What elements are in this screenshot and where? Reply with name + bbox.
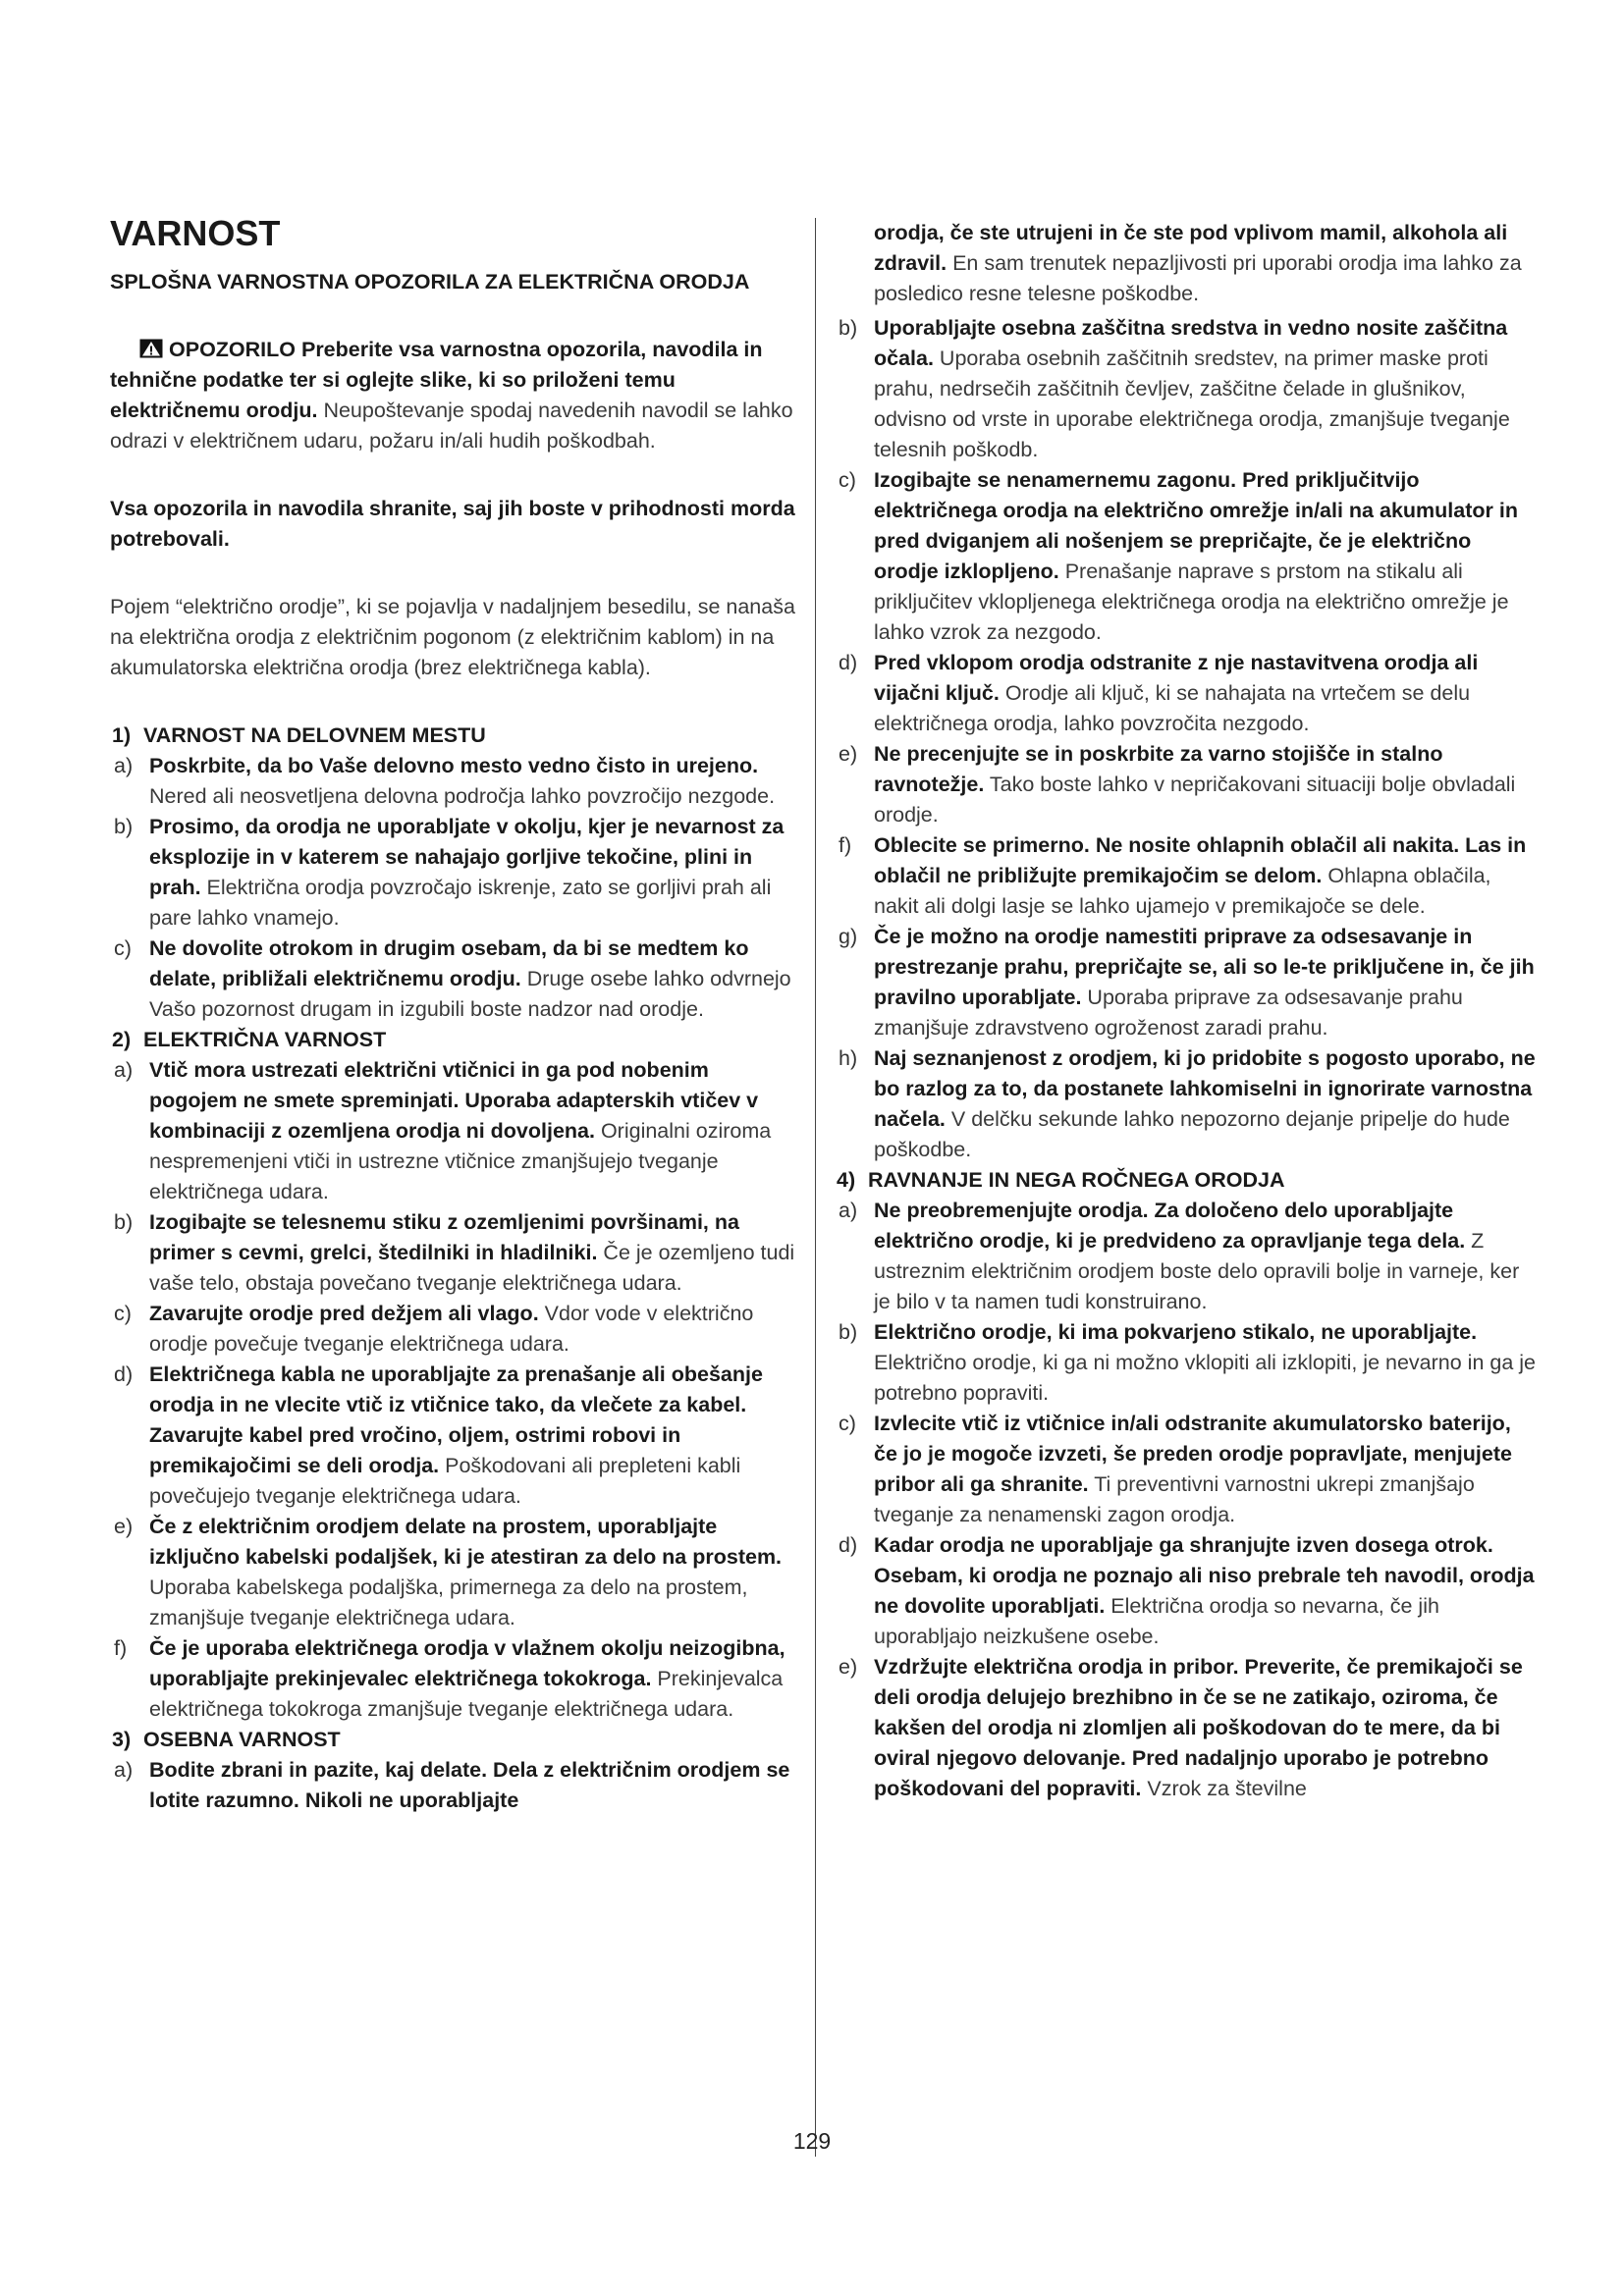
item-letter: a) bbox=[839, 1199, 858, 1222]
section-heading bbox=[835, 1165, 1537, 1196]
item-letter: d) bbox=[839, 1533, 858, 1557]
definition-paragraph: Pojem “električno orodje”, ki se pojavlja v nadaljnjem besedilu, se nanaša na električna orodja z električnim pogonom (z električnim kablom) in na akumulatorska električna orodja (brez električnega kabla). bbox=[110, 594, 795, 679]
item-letter: h) bbox=[839, 1046, 858, 1070]
item-letter: a) bbox=[114, 1057, 134, 1082]
section-title: OSEBNA VARNOST bbox=[143, 1727, 341, 1751]
item-plain-text: Z ustreznim električnim orodjem boste delo opravili bolje in varneje, ker je bilo v ta namen tudi konstruirano. bbox=[874, 1229, 1520, 1313]
item-plain-text: Električna orodja povzročajo iskrenje, zato se gorljivi prah ali pare lahko vnamejo. bbox=[149, 875, 772, 930]
item-plain-text: Ohlapna oblačila, nakit ali dolgi lasje se lahko ujamejo v premikajoče se dele. bbox=[874, 864, 1491, 918]
item-bold-text: Prosimo, da orodja ne uporabljate v okolju, kjer je nevarnost za eksplozije in v katerem se nahajajo gorljive tekočine, plini in prah. bbox=[149, 814, 785, 899]
continuation-text: En sam trenutek nepazljivosti pri uporabi orodja ima lahko za posledico resne telesne poškodbe. bbox=[874, 251, 1522, 305]
section-number: 3) bbox=[112, 1727, 132, 1751]
item-letter: b) bbox=[114, 1209, 134, 1234]
section-3-items bbox=[835, 313, 1537, 1165]
list-item bbox=[835, 1196, 1537, 1317]
warning-bold: OPOZORILO Preberite vsa varnostna opozorila, navodila in tehnične podatke ter si oglejte slike, ki so priloženi temu električnemu orodju. bbox=[110, 337, 763, 422]
list-item bbox=[835, 648, 1537, 739]
list-item bbox=[110, 934, 797, 1025]
list-item bbox=[110, 1207, 797, 1299]
item-bold-text: Izvlecite vtič iz vtičnice in/ali odstranite akumulatorsko baterijo, če jo je mogoče izvzeti, še preden orodje popravljate, menjujete pribor ali ga shranite. bbox=[874, 1412, 1512, 1496]
section-3 bbox=[110, 1725, 797, 1816]
warning-text: Neupoštevanje spodaj navedenih navodil se lahko odrazi v električnem udaru, požaru in/ali hudih poškodbah. bbox=[110, 398, 793, 453]
item-letter: d) bbox=[839, 651, 858, 674]
item-bold-text: Bodite zbrani in pazite, kaj delate. Dela z električnim orodjem se lotite razumno. Nikoli ne uporabljajte bbox=[149, 1757, 790, 1812]
section-heading bbox=[110, 1025, 797, 1055]
item-plain-text: Originalni oziroma nespremenjeni vtiči in ustrezne vtičnice zmanjšujejo tveganje električnega udara. bbox=[149, 1118, 772, 1203]
item-bold-text: Uporabljajte osebna zaščitna sredstva in vedno nosite zaščitna očala. bbox=[874, 316, 1508, 370]
item-plain-text: Uporaba osebnih zaščitnih sredstev, na primer maske proti prahu, nedrsečih zaščitnih čevljev, zaščitne čelade in glušnikov, odvisno od vrste in uporabe električnega orodja, zmanjšuje tveganje telesnih poškodb. bbox=[874, 347, 1510, 461]
right-column bbox=[835, 218, 1537, 1804]
list-item bbox=[110, 1512, 797, 1633]
list-item bbox=[110, 1299, 797, 1360]
section-1 bbox=[110, 721, 797, 1025]
item-plain-text: Uporaba kabelskega podaljška, primernega za delo na prostem, zmanjšuje tveganje električnega udara. bbox=[149, 1575, 748, 1629]
item-plain-text: Nered ali neosvetljena delovna področja lahko povzročijo nezgode. bbox=[149, 783, 776, 808]
section-number: 1) bbox=[112, 722, 132, 747]
item-plain-text: Tako boste lahko v nepričakovani situaciji bolje obvladali orodje. bbox=[874, 773, 1516, 827]
section-title: RAVNANJE IN NEGA ROČNEGA ORODJA bbox=[868, 1168, 1285, 1192]
page-number: 129 bbox=[792, 2128, 832, 2154]
list-item bbox=[835, 922, 1537, 1043]
list-item bbox=[835, 830, 1537, 922]
item-plain-text: Orodje ali ključ, ki se nahajata na vrtečem se delu električnega orodja, lahko povzročita nezgodo. bbox=[874, 681, 1471, 735]
item-plain-text: Ti preventivni varnostni ukrepi zmanjšajo tveganje za nenamenski zagon orodja. bbox=[874, 1472, 1475, 1526]
item-plain-text: Druge osebe lahko odvrnejo Vašo pozornost drugam in izgubili boste nadzor nad orodje. bbox=[149, 966, 791, 1021]
list-item bbox=[110, 751, 797, 812]
save-instructions: Vsa opozorila in navodila shranite, saj jih boste v prihodnosti morda potrebovali. bbox=[110, 496, 795, 551]
item-plain-text: Električna orodja so nevarna, če jih uporabljajo neizkušene osebe. bbox=[874, 1594, 1439, 1648]
item-bold-text: Če je uporaba električnega orodja v vlažnem okolju neizogibna, uporabljajte prekinjevalec električnega tokokroga. bbox=[149, 1635, 785, 1690]
item-bold-text: Zavarujte orodje pred dežjem ali vlago. bbox=[149, 1301, 539, 1325]
item-bold-text: Vtič mora ustrezati električni vtičnici in ga pod nobenim pogojem ne smete spreminjati. Uporaba adapterskih vtičev v kombinaciji z ozemljena orodja ni dovoljena. bbox=[149, 1057, 759, 1143]
item-bold-text: Kadar orodja ne uporabljaje ga shranjujte izven dosega otrok. Osebam, ki orodja ne poznajo ali niso prebrale teh navodil, orodja ne dovolite uporabljati. bbox=[874, 1533, 1535, 1618]
column-divider bbox=[815, 218, 816, 2157]
section-number: 4) bbox=[837, 1168, 856, 1192]
section-heading bbox=[110, 1725, 797, 1755]
item-letter: f) bbox=[839, 833, 852, 857]
list-item bbox=[835, 313, 1537, 465]
item-plain-text: V delčku sekunde lahko nepozorno dejanje pripelje do hude poškodbe. bbox=[874, 1107, 1510, 1161]
item-letter: b) bbox=[839, 1320, 858, 1344]
list-item bbox=[110, 1755, 797, 1816]
item-letter: a) bbox=[114, 1757, 134, 1782]
item-bold-text: Če je možno na orodje namestiti priprave za odsesavanje in prestrezanje prahu, prepričajte se, ali so le-te priključene in, če jih pravilno uporabljate. bbox=[874, 925, 1535, 1009]
item-plain-text: Prekinjevalca električnega tokokroga zmanjšuje tveganje električnega udara. bbox=[149, 1666, 784, 1721]
item-plain-text: Vzrok za številne bbox=[1141, 1777, 1307, 1800]
list-item bbox=[835, 465, 1537, 648]
item-letter: b) bbox=[114, 814, 134, 838]
list-item bbox=[835, 1409, 1537, 1530]
item-bold-text: Ne precenjujte se in poskrbite za varno stojišče in stalno ravnotežje. bbox=[874, 742, 1443, 796]
section-subtitle: SPLOŠNA VARNOSTNA OPOZORILA ZA ELEKTRIČNA ORODJA bbox=[110, 269, 750, 294]
item-bold-text: Ne preobremenjujte orodja. Za določeno delo uporabljajte električno orodje, ki je predvideno za opravljanje tega dela. bbox=[874, 1199, 1466, 1253]
item-letter: b) bbox=[839, 316, 858, 340]
item-letter: e) bbox=[114, 1514, 134, 1538]
item-letter: f) bbox=[114, 1635, 128, 1660]
item-plain-text: Poškodovani ali prepleteni kabli povečujejo tveganje električnega udara. bbox=[149, 1453, 741, 1508]
item-plain-text: Električno orodje, ki ga ni možno vklopiti ali izklopiti, je nevarno in ga je potrebno popraviti. bbox=[874, 1351, 1537, 1405]
item-letter: g) bbox=[839, 925, 858, 948]
list-item bbox=[835, 1317, 1537, 1409]
continuation-bold: orodja, če ste utrujeni in če ste pod vplivom mamil, alkohola ali zdravil. bbox=[874, 221, 1508, 275]
section-heading bbox=[110, 721, 797, 751]
item-bold-text: Električno orodje, ki ima pokvarjeno stikalo, ne uporabljajte. bbox=[874, 1320, 1478, 1344]
section-number: 2) bbox=[112, 1027, 132, 1051]
item-letter: c) bbox=[114, 935, 132, 960]
list-item bbox=[835, 1043, 1537, 1165]
item-bold-text: Pred vklopom orodja odstranite z nje nastavitvena orodja ali vijačni ključ. bbox=[874, 651, 1479, 705]
section-2 bbox=[110, 1025, 797, 1725]
item-bold-text: Električnega kabla ne uporabljajte za prenašanje ali obešanje orodja in ne vlecite vtič iz vtičnice tako, da vlečete za kabel. Zavarujte kabel pred vročino, oljem, ostrimi robovi in premikajočimi se deli orodja. bbox=[149, 1362, 763, 1477]
left-column bbox=[110, 214, 797, 1816]
warning-triangle-icon bbox=[139, 339, 163, 358]
list-item bbox=[110, 1633, 797, 1725]
item-plain-text: Uporaba priprave za odsesavanje prahu zmanjšuje zdravstveno ogroženost zaradi prahu. bbox=[874, 986, 1463, 1040]
item-letter: c) bbox=[839, 468, 856, 492]
item-letter: a) bbox=[114, 753, 134, 777]
item-bold-text: Naj seznanjenost z orodjem, ki jo pridobite s pogosto uporabo, ne bo razlog za to, da postanete lahkomiselni in ignorirate varnostna načela. bbox=[874, 1046, 1536, 1131]
page-title: VARNOST bbox=[110, 213, 281, 253]
item-letter: d) bbox=[114, 1362, 134, 1386]
item-bold-text: Izogibajte se nenamernemu zagonu. Pred priključitvijo električnega orodja na električno omrežje in/ali na akumulator in pred dviganjem ali nošenjem se prepričajte, če je električno orodje izklopljeno. bbox=[874, 468, 1518, 583]
list-item bbox=[110, 1055, 797, 1207]
item-letter: c) bbox=[839, 1412, 856, 1435]
item-bold-text: Ne dovolite otrokom in drugim osebam, da bi se medtem ko delate, približali električnemu orodju. bbox=[149, 935, 749, 990]
list-item bbox=[110, 1360, 797, 1512]
item-bold-text: Če z električnim orodjem delate na prostem, uporabljajte izključno kabelski podaljšek, ki je atestiran za delo na prostem. bbox=[149, 1514, 783, 1569]
item-letter: e) bbox=[839, 1655, 858, 1679]
item-bold-text: Poskrbite, da bo Vaše delovno mesto vedno čisto in urejeno. bbox=[149, 753, 759, 777]
section-4 bbox=[835, 1165, 1537, 1804]
warning-paragraph bbox=[110, 335, 797, 456]
item-letter: e) bbox=[839, 742, 858, 766]
section-3-continuation bbox=[835, 218, 1537, 309]
item-plain-text: Vdor vode v električno orodje povečuje tveganje električnega udara. bbox=[149, 1301, 754, 1356]
item-bold-text: Oblecite se primerno. Ne nosite ohlapnih oblačil ali nakita. Las in oblačil ne približujte premikajočim se delom. bbox=[874, 833, 1527, 887]
item-bold-text: Vzdržujte električna orodja in pribor. Preverite, če premikajoči se deli orodja delujejo brezhibno in če se ne zatikajo, oziroma, če kakšen del orodja ni zlomljen ali poškodovan do te mere, da bi oviral njegovo delovanje. Pred nadaljnjo uporabo je potrebno poškodovani del popraviti. bbox=[874, 1655, 1523, 1800]
list-item bbox=[835, 739, 1537, 830]
list-item bbox=[110, 812, 797, 934]
list-item bbox=[835, 1652, 1537, 1804]
list-item bbox=[835, 1530, 1537, 1652]
item-plain-text: Če je ozemljeno tudi vaše telo, obstaja povečano tveganje električnega udara. bbox=[149, 1240, 795, 1295]
item-plain-text: Prenašanje naprave s prstom na stikalu ali priključitev vklopljenega električnega orodja na električno omrežje je lahko vzrok za nezgodo. bbox=[874, 560, 1509, 644]
section-title: VARNOST NA DELOVNEM MESTU bbox=[143, 722, 486, 747]
item-bold-text: Izogibajte se telesnemu stiku z ozemljenimi površinami, na primer s cevmi, grelci, štedilniki in hladilniki. bbox=[149, 1209, 739, 1264]
item-letter: c) bbox=[114, 1301, 132, 1325]
section-title: ELEKTRIČNA VARNOST bbox=[143, 1027, 387, 1051]
